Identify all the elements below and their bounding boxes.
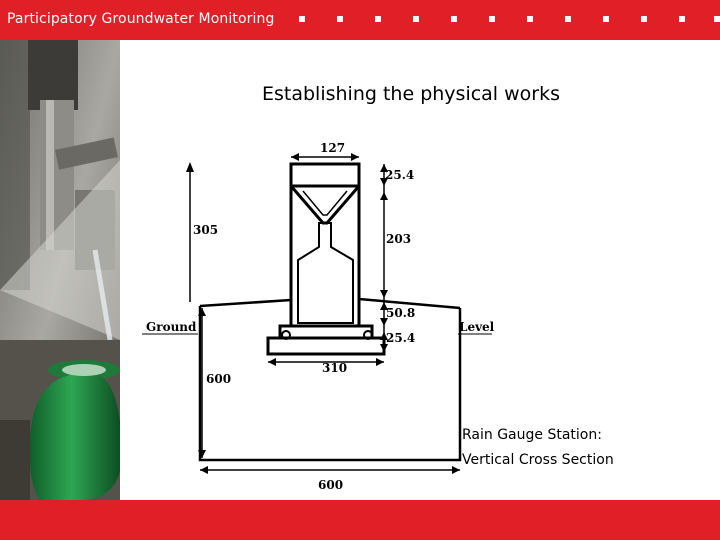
header-dot — [413, 16, 419, 22]
ground-line — [200, 299, 460, 308]
dim-label-body-height: 203 — [386, 232, 412, 246]
header-dot — [565, 16, 571, 22]
header-bar — [0, 0, 720, 40]
gauge-base — [280, 326, 372, 338]
level-label: Level — [459, 320, 495, 334]
header-dot — [641, 16, 647, 22]
gauge-top-collar — [291, 164, 359, 186]
gauge-funnel — [291, 186, 359, 223]
dim-label-collar-height: 50.8 — [386, 306, 416, 320]
slide-heading: Establishing the physical works — [262, 83, 561, 105]
header-dot — [603, 16, 609, 22]
header-dot — [375, 16, 381, 22]
gauge-funnel-inner — [303, 191, 347, 215]
footer-bar — [0, 500, 720, 540]
header-dot — [527, 16, 533, 22]
rain-gauge-diagram — [120, 40, 720, 500]
dim-label-pit-width: 600 — [318, 478, 344, 492]
ground-label: Ground — [146, 320, 197, 334]
dim-label-funnel-height: 25.4 — [385, 168, 415, 182]
caption-line-1: Rain Gauge Station: — [462, 427, 602, 443]
collection-bottle — [298, 223, 353, 323]
pit-outline — [200, 306, 460, 460]
header-dot — [337, 16, 343, 22]
header-dot — [299, 16, 305, 22]
header-dot — [714, 16, 720, 22]
dim-label-total-height: 305 — [193, 223, 219, 237]
caption-line-2: Vertical Cross Section — [462, 452, 614, 468]
hand-pump-photo — [0, 40, 120, 500]
dim-label-top-width: 127 — [320, 141, 346, 155]
dim-label-base-width: 310 — [322, 361, 348, 375]
gauge-plinth — [268, 338, 384, 354]
gauge-body — [291, 186, 359, 326]
header-dot — [451, 16, 457, 22]
header-dot — [679, 16, 685, 22]
dim-label-base-height: 25.4 — [386, 331, 416, 345]
header-dot — [489, 16, 495, 22]
dim-label-pit-depth: 600 — [206, 372, 232, 386]
presentation-title: Participatory Groundwater Monitoring — [7, 11, 275, 27]
